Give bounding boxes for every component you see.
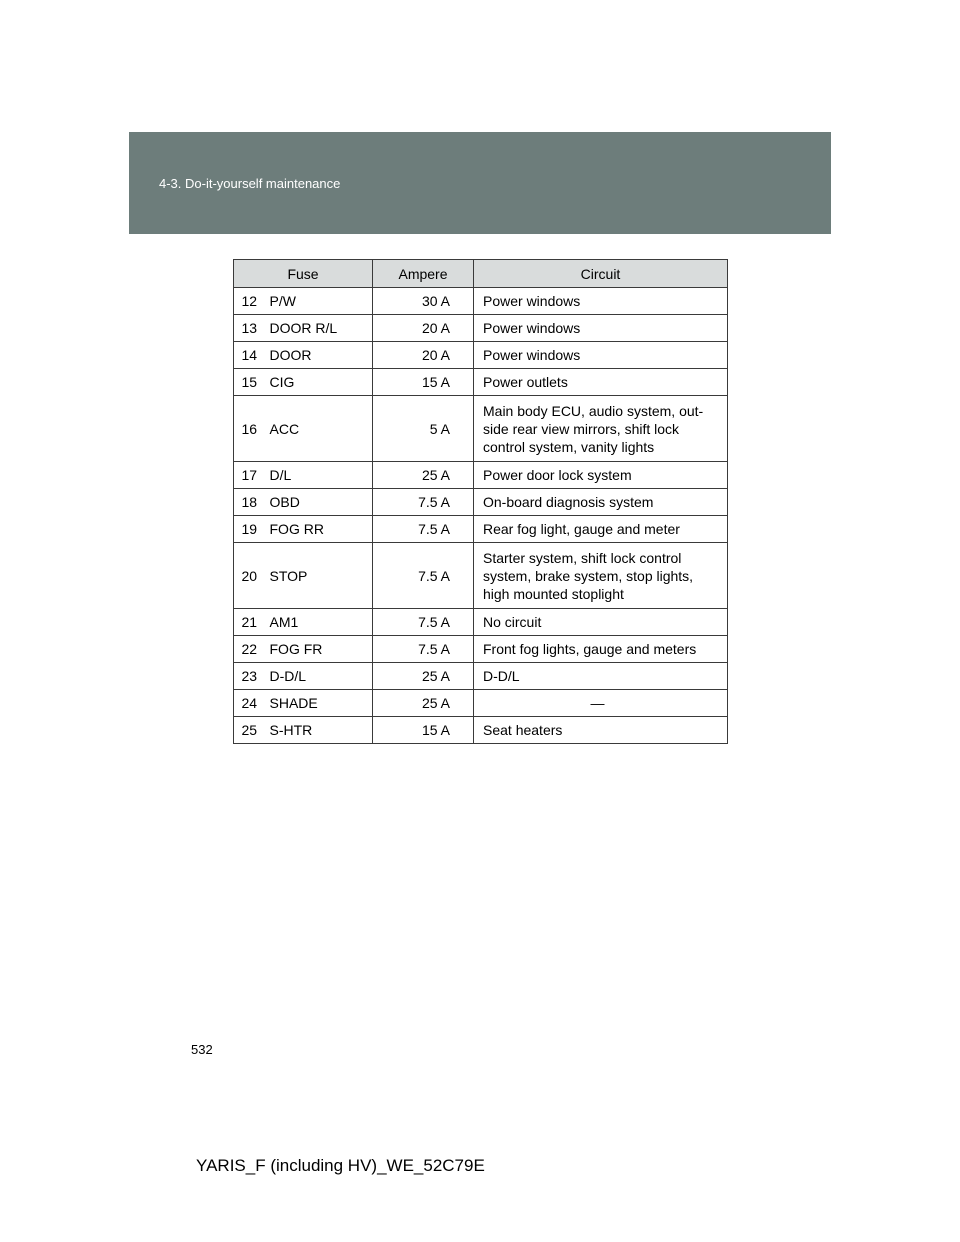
fuse-number: 15	[234, 369, 265, 396]
fuse-circuit: Power windows	[474, 315, 728, 342]
fuse-name: DOOR R/L	[265, 315, 373, 342]
table-row	[234, 543, 728, 609]
table-row	[234, 489, 728, 516]
fuse-circuit: Power door lock system	[474, 462, 728, 489]
fuse-name: OBD	[265, 489, 373, 516]
fuse-name: FOG FR	[265, 636, 373, 663]
fuse-name: AM1	[265, 609, 373, 636]
fuse-name: ACC	[265, 396, 373, 462]
fuse-name: S-HTR	[265, 717, 373, 744]
fuse-ampere: 20 A	[373, 315, 474, 342]
document-id: YARIS_F (including HV)_WE_52C79E	[196, 1156, 485, 1175]
fuse-number: 14	[234, 342, 265, 369]
table-header-row	[234, 260, 728, 288]
fuse-circuit: Front fog lights, gauge and meters	[474, 636, 728, 663]
fuse-circuit: No circuit	[474, 609, 728, 636]
section-header-band	[129, 132, 831, 234]
table-row	[234, 396, 728, 462]
fuse-circuit: On-board diagnosis system	[474, 489, 728, 516]
fuse-circuit: D-D/L	[474, 663, 728, 690]
fuse-number: 13	[234, 315, 265, 342]
fuse-ampere: 25 A	[373, 663, 474, 690]
fuse-ampere: 5 A	[373, 396, 474, 462]
fuse-ampere: 25 A	[373, 462, 474, 489]
table-row	[234, 690, 728, 717]
fuse-ampere: 7.5 A	[373, 516, 474, 543]
fuse-table	[233, 259, 728, 744]
fuse-ampere: 15 A	[373, 717, 474, 744]
fuse-name: D/L	[265, 462, 373, 489]
fuse-number: 16	[234, 396, 265, 462]
table-row	[234, 663, 728, 690]
fuse-ampere: 7.5 A	[373, 543, 474, 609]
fuse-number: 23	[234, 663, 265, 690]
fuse-circuit: Power windows	[474, 342, 728, 369]
page-number: 532	[191, 1042, 213, 1057]
fuse-ampere: 7.5 A	[373, 636, 474, 663]
fuse-name: STOP	[265, 543, 373, 609]
table-row	[234, 315, 728, 342]
fuse-name: DOOR	[265, 342, 373, 369]
fuse-ampere: 15 A	[373, 369, 474, 396]
fuse-circuit: Seat heaters	[474, 717, 728, 744]
fuse-name: FOG RR	[265, 516, 373, 543]
fuse-name: D-D/L	[265, 663, 373, 690]
fuse-name: SHADE	[265, 690, 373, 717]
section-title: 4-3. Do-it-yourself maintenance	[159, 176, 341, 191]
fuse-circuit: Rear fog light, gauge and meter	[474, 516, 728, 543]
fuse-circuit: Power outlets	[474, 369, 728, 396]
fuse-number: 20	[234, 543, 265, 609]
fuse-number: 18	[234, 489, 265, 516]
column-header-fuse: Fuse	[234, 260, 373, 288]
fuse-ampere: 7.5 A	[373, 609, 474, 636]
fuse-circuit: Starter system, shift lock control system, brake system, stop lights, high mounted stoplight	[474, 543, 728, 609]
fuse-ampere: 30 A	[373, 288, 474, 315]
fuse-number: 24	[234, 690, 265, 717]
column-header-ampere: Ampere	[373, 260, 474, 288]
fuse-name: CIG	[265, 369, 373, 396]
column-header-circuit: Circuit	[474, 260, 728, 288]
fuse-number: 12	[234, 288, 265, 315]
table-row	[234, 288, 728, 315]
fuse-number: 21	[234, 609, 265, 636]
table-row	[234, 636, 728, 663]
fuse-circuit: —	[474, 690, 728, 717]
fuse-number: 19	[234, 516, 265, 543]
table-row	[234, 462, 728, 489]
table-row	[234, 609, 728, 636]
fuse-number: 22	[234, 636, 265, 663]
fuse-ampere: 25 A	[373, 690, 474, 717]
fuse-circuit: Main body ECU, audio system, out-side rear view mirrors, shift lock control system, vanity lights	[474, 396, 728, 462]
fuse-circuit: Power windows	[474, 288, 728, 315]
table-row	[234, 516, 728, 543]
fuse-ampere: 7.5 A	[373, 489, 474, 516]
table-row	[234, 369, 728, 396]
table-row	[234, 717, 728, 744]
fuse-number: 25	[234, 717, 265, 744]
fuse-name: P/W	[265, 288, 373, 315]
fuse-ampere: 20 A	[373, 342, 474, 369]
table-row	[234, 342, 728, 369]
fuse-number: 17	[234, 462, 265, 489]
